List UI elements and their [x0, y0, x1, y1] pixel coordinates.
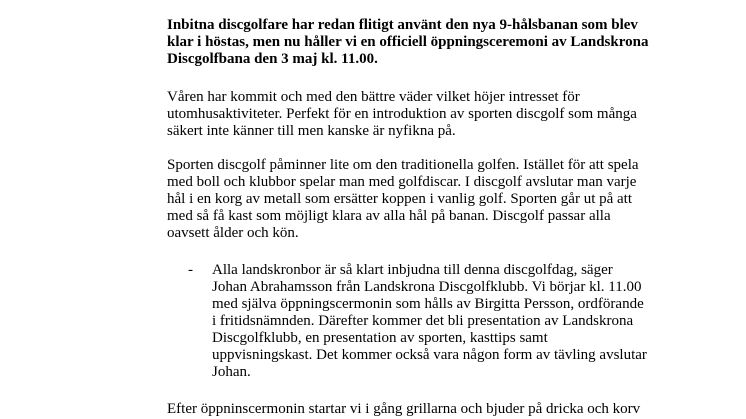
paragraph-line: Efter öppninscermonin startar vi i gång grillarna och bjuder på dricka och korv	[167, 401, 641, 417]
paragraph-line: säkert inte känner till men kanske är nyfikna på.	[167, 123, 456, 139]
paragraph-line: utomhusaktiviteter. Perfekt för en introduktion av sporten discgolf som många	[167, 106, 637, 122]
bullet-dash: -	[188, 262, 193, 278]
quote-line: Discgolfklubb, en presentation av sporten, kasttips samt	[212, 330, 548, 346]
intro-line: klar i höstas, men nu håller vi en officiell öppningsceremoni av Landskrona	[167, 34, 649, 50]
paragraph-line: med så få kast som möjligt klara av alla hål på banan. Discgolf passar alla	[167, 208, 611, 224]
quote-line: Johan.	[212, 364, 251, 380]
paragraph-line: oavsett ålder och kön.	[167, 225, 299, 241]
paragraph-line: Våren har kommit och med den bättre väder vilket höjer intresset för	[167, 89, 580, 105]
quote-line: Alla landskronbor är så klart inbjudna till denna discgolfdag, säger	[212, 262, 613, 278]
paragraph-line: hål i en korg av metall som ersätter koppen i vanlig golf. Sporten går ut på att	[167, 191, 633, 207]
intro-line: Discgolfbana den 3 maj kl. 11.00.	[167, 51, 378, 67]
quote-line: i fritidsnämnden. Därefter kommer det bli presentation av Landskrona	[212, 313, 634, 329]
quote-line: Johan Abrahamsson från Landskrona Discgolfklubb. Vi börjar kl. 11.00	[212, 279, 642, 295]
quote-line: med själva öppningscermonin som hålls av Birgitta Persson, ordförande	[212, 296, 644, 312]
paragraph-line: Sporten discgolf påminner lite om den traditionella golfen. Istället för att spela	[167, 157, 639, 173]
quote-line: uppvisningskast. Det kommer också vara någon form av tävling avslutar	[212, 347, 647, 363]
intro-line: Inbitna discgolfare har redan flitigt använt den nya 9-hålsbanan som blev	[167, 17, 638, 33]
paragraph-line: med boll och klubbor spelar man med golfdiscar. I discgolf avslutar man varje	[167, 174, 637, 190]
